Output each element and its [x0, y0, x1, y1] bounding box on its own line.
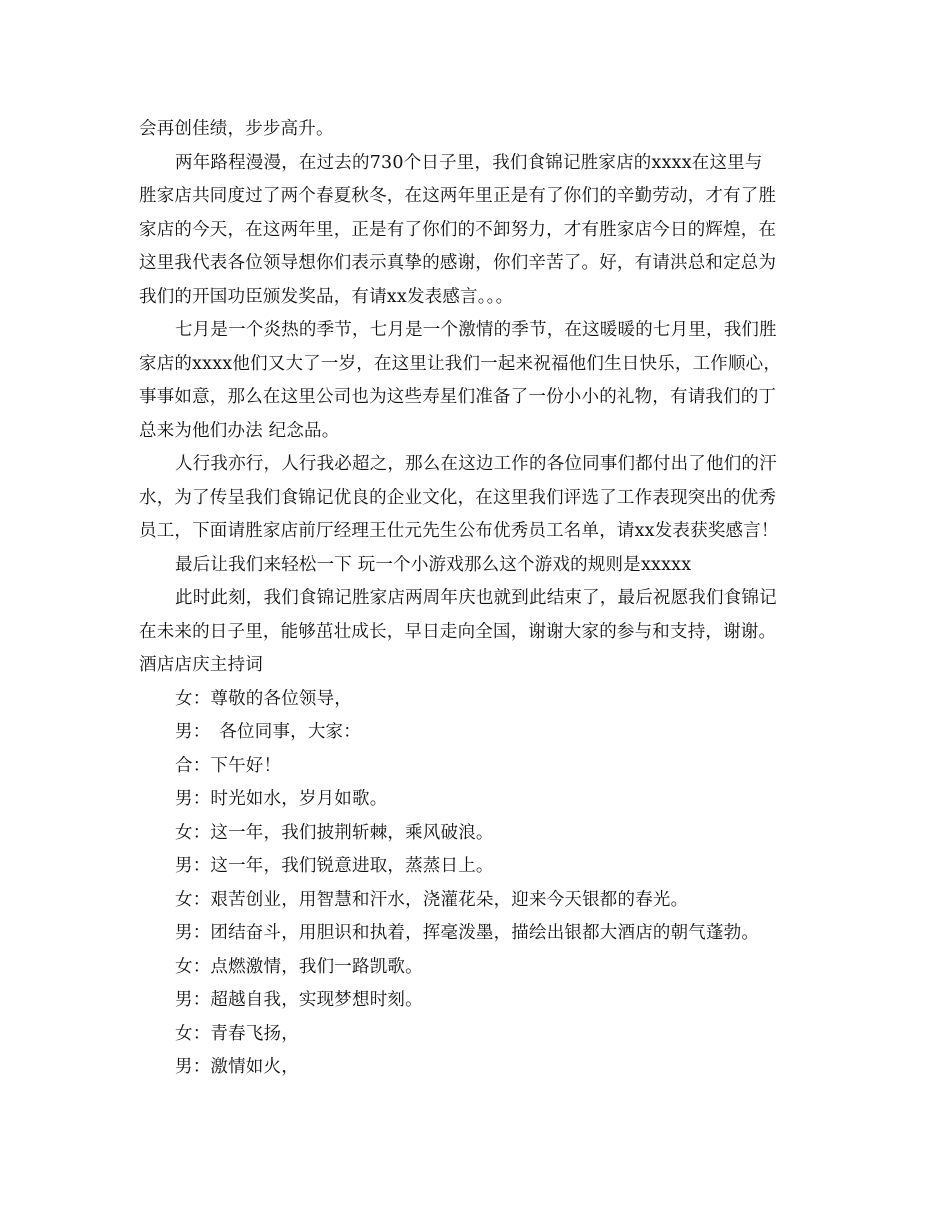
text-line: 这里我代表各位领导想你们表示真挚的感谢，你们辛苦了。好，有请洪总和定总为 [139, 253, 777, 273]
text-line: 胜家店共同度过了两个春夏秋冬，在这两年里正是有了你们的辛勤劳动，才有了胜 [139, 186, 777, 206]
dialogue-line: 男：超越自我，实现梦想时刻。 [175, 990, 423, 1010]
dialogue-line: 合：下午好！ [175, 755, 282, 776]
dialogue-line: 男：激情如火， [175, 1057, 299, 1077]
document-page [139, 113, 819, 1085]
dialogue-line: 男：这一年，我们锐意进取，蒸蒸日上。 [175, 856, 494, 876]
dialogue-line: 男： 各位同事，大家： [175, 722, 361, 742]
text-line: 我们的开国功臣颁发奖品，有请xx发表感言。。。 [139, 286, 514, 307]
text-line: 水，为了传呈我们食锦记优良的企业文化，在这里我们评选了工作表现突出的优秀 [139, 487, 777, 508]
text-line: 会再创佳绩，步步高升。 [139, 119, 334, 139]
dialogue-line: 女：青春飞扬， [175, 1023, 299, 1044]
text-line: 家店的xxxx他们又大了一岁，在这里让我们一起来祝福他们生日快乐，工作顺心， [139, 353, 782, 374]
dialogue-line: 男：时光如水，岁月如歌。 [175, 789, 388, 809]
dialogue-line: 男：团结奋斗，用胆识和执着，挥毫泼墨，描绘出银都大酒店的朝气蓬勃。 [175, 923, 760, 943]
text-line: 总来为他们办法 纪念品。 [139, 420, 340, 441]
text-line: 最后让我们来轻松一下 玩一个小游戏那么这个游戏的规则是xxxxx [175, 554, 692, 575]
text-line: 七月是一个炎热的季节，七月是一个激情的季节，在这暖暖的七月里，我们胜 [175, 320, 777, 340]
dialogue-line: 女：艰苦创业，用智慧和汗水，浇灌花朵，迎来今天银都的春光。 [175, 889, 689, 910]
dialogue-line: 女：这一年，我们披荆斩棘，乘风破浪。 [175, 822, 494, 843]
dialogue-line: 女：尊敬的各位领导， [175, 688, 352, 709]
text-line: 人行我亦行，人行我必超之，那么在这边工作的各位同事们都付出了他们的汗 [175, 454, 777, 474]
text-line: 在未来的日子里，能够茁壮成长，早日走向全国，谢谢大家的参与和支持，谢谢。 [139, 621, 777, 642]
section-title: 酒店店庆主持词 [139, 655, 263, 675]
text-line: 家店的今天，在这两年里，正是有了你们的不卸努力，才有胜家店今日的辉煌，在 [139, 219, 777, 240]
text-line: 事事如意，那么在这里公司也为这些寿星们准备了一份小小的礼物，有请我们的丁 [139, 387, 777, 407]
text-line: 员工，下面请胜家店前厅经理王仕元先生公布优秀员工名单，请xx发表获奖感言！ [139, 521, 779, 541]
dialogue-line: 女：点燃激情，我们一路凯歌。 [175, 956, 423, 977]
text-line: 此时此刻，我们食锦记胜家店两周年庆也就到此结束了，最后祝愿我们食锦记 [175, 588, 777, 608]
text-line: 两年路程漫漫，在过去的730个日子里，我们食锦记胜家店的xxxx在这里与 [175, 152, 763, 173]
